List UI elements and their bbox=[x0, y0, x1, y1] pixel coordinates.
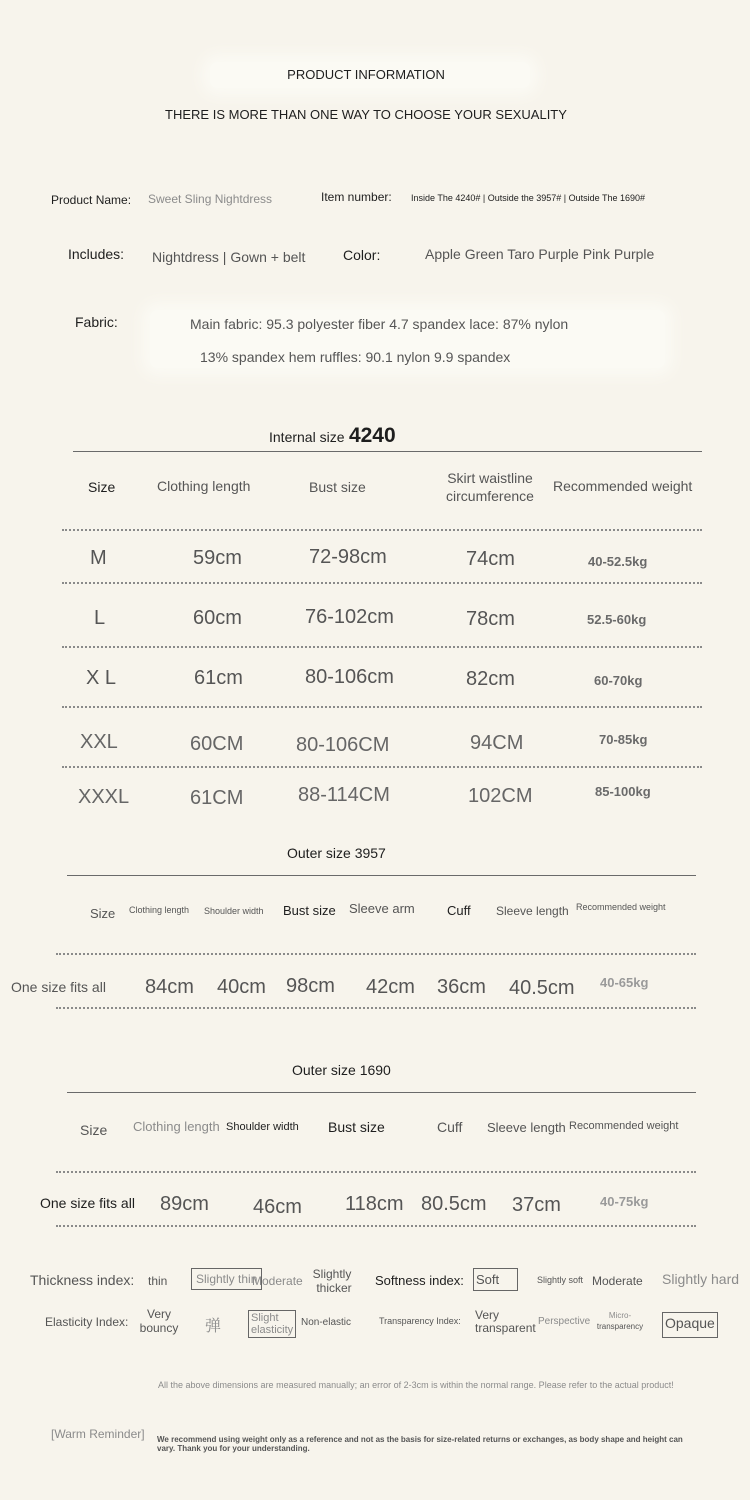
table-cell: 118cm bbox=[345, 1193, 404, 1215]
reminder-line-1: All the above dimensions are measured manually; an error of 2-3cm is within the normal range. Please refer to the actual product! bbox=[158, 1380, 674, 1390]
transparency-option-selected: Opaque bbox=[662, 1312, 718, 1338]
row-divider bbox=[62, 529, 702, 531]
elasticity-option-non-elastic: Non-elastic bbox=[301, 1317, 352, 1328]
elasticity-option-very: Very bbox=[146, 1307, 171, 1321]
table-cell: 42cm bbox=[366, 976, 415, 998]
table-cell: 84cm bbox=[145, 976, 194, 998]
table-cell: 40.5cm bbox=[509, 977, 575, 999]
transparency-option-micro: Micro- bbox=[608, 1311, 632, 1320]
internal-size-title bbox=[269, 424, 396, 448]
fabric-label: Fabric: bbox=[75, 314, 118, 330]
table-cell: 40-52.5kg bbox=[588, 554, 648, 569]
table-cell: 80-106CM bbox=[296, 734, 390, 756]
elasticity-option-elasticity: elasticity bbox=[251, 1324, 294, 1336]
col-header-bust-size: Bust size bbox=[328, 1119, 385, 1135]
table-cell: 70-85kg bbox=[599, 732, 648, 747]
elasticity-option-selected bbox=[248, 1310, 296, 1338]
col-header-clothing-length: Clothing length bbox=[133, 1119, 220, 1134]
product-name-label: Product Name: bbox=[51, 193, 132, 207]
row-divider bbox=[56, 1225, 696, 1227]
table-cell: 80-106cm bbox=[305, 666, 394, 688]
col-header-sleeve-length: Sleeve length bbox=[487, 1120, 566, 1135]
thickness-option-slightly: Slightly bbox=[312, 1267, 352, 1281]
row-divider bbox=[62, 766, 702, 768]
includes-label: Includes: bbox=[68, 246, 125, 262]
col-header-size: Size bbox=[90, 906, 116, 921]
thickness-option-selected: Slightly thin bbox=[191, 1268, 262, 1290]
row-divider bbox=[62, 706, 702, 708]
elasticity-index-label: Elasticity Index: bbox=[45, 1315, 129, 1329]
warm-reminder-label: [Warm Reminder] bbox=[51, 1427, 145, 1441]
elasticity-option-slight: Slight bbox=[251, 1312, 279, 1324]
elasticity-option-glyph: 弹 bbox=[205, 1318, 222, 1335]
col-header-bust-size: Bust size bbox=[283, 903, 336, 918]
table-cell: 60cm bbox=[193, 607, 242, 629]
table-cell: 59cm bbox=[193, 547, 242, 569]
table-cell: One size fits all bbox=[40, 1195, 135, 1211]
thickness-option-thin: thin bbox=[148, 1274, 168, 1288]
reminder-line-3: vary. Thank you for your understanding. bbox=[157, 1444, 310, 1453]
col-header-recommended-weight: Recommended weight bbox=[553, 478, 693, 494]
internal-size-prefix: Internal size bbox=[269, 429, 345, 445]
col-header-cuff: Cuff bbox=[447, 903, 471, 918]
fabric-line-2: 13% spandex hem ruffles: 90.1 nylon 9.9 spandex bbox=[200, 349, 511, 365]
col-header-size: Size bbox=[80, 1122, 108, 1138]
table-cell: 102CM bbox=[468, 785, 533, 807]
row-divider bbox=[62, 582, 702, 584]
col-header-clothing-length: Clothing length bbox=[157, 478, 251, 494]
row-divider bbox=[56, 953, 696, 955]
col-header-recommended-weight: Recommended weight bbox=[576, 902, 666, 912]
softness-option-slightly-soft: Slightly soft bbox=[537, 1275, 584, 1285]
col-header-shoulder-width: Shoulder width bbox=[204, 906, 264, 916]
table-cell: XXL bbox=[80, 731, 118, 753]
item-number-value: Inside The 4240# | Outside the 3957# | Outside The 1690# bbox=[411, 193, 646, 203]
col-header-sleeve-arm: Sleeve arm bbox=[349, 901, 415, 916]
col-header-bust-size: Bust size bbox=[309, 479, 366, 495]
table-cell: 98cm bbox=[286, 975, 335, 997]
col-header-clothing-length: Clothing length bbox=[129, 905, 190, 915]
table-cell: L bbox=[94, 607, 106, 629]
outer-1690-title: Outer size 1690 bbox=[292, 1062, 391, 1078]
transparency-index-label: Transparency Index: bbox=[379, 1316, 461, 1326]
divider bbox=[67, 1092, 696, 1093]
transparency-option-transparent: transparent bbox=[475, 1321, 536, 1335]
softness-option-slightly-hard: Slightly hard bbox=[662, 1271, 740, 1287]
table-cell: 61cm bbox=[194, 667, 243, 689]
softness-option-selected: Soft bbox=[473, 1268, 518, 1291]
color-label: Color: bbox=[343, 247, 381, 263]
page-title: PRODUCT INFORMATION bbox=[287, 67, 445, 82]
table-cell: 46cm bbox=[253, 1196, 302, 1218]
item-number-label: Item number: bbox=[321, 190, 392, 204]
table-cell: 78cm bbox=[466, 608, 515, 630]
col-header-cuff: Cuff bbox=[437, 1119, 463, 1135]
table-cell: 82cm bbox=[466, 668, 515, 690]
table-cell: 80.5cm bbox=[421, 1193, 487, 1215]
table-cell: 40-75kg bbox=[600, 1194, 649, 1209]
table-cell: 74cm bbox=[466, 548, 515, 570]
thickness-index-label: Thickness index: bbox=[30, 1272, 135, 1288]
col-header-skirt-waistline: Skirt waistline bbox=[447, 470, 533, 486]
elasticity-option-bouncy: bouncy bbox=[139, 1321, 179, 1335]
table-cell: 89cm bbox=[160, 1193, 209, 1215]
page-subtitle: THERE IS MORE THAN ONE WAY TO CHOOSE YOUR SEXUALITY bbox=[165, 107, 567, 122]
table-cell: 94CM bbox=[470, 732, 524, 754]
internal-size-number: 4240 bbox=[348, 424, 396, 447]
outer-3957-title: Outer size 3957 bbox=[287, 845, 386, 861]
table-cell: 60CM bbox=[190, 733, 244, 755]
transparency-option-perspective: Perspective bbox=[538, 1316, 591, 1327]
table-cell: 76-102cm bbox=[305, 606, 394, 628]
table-cell: 88-114CM bbox=[298, 784, 390, 806]
col-header-sleeve-length: Sleeve length bbox=[496, 904, 569, 918]
reminder-line-2: We recommend using weight only as a reference and not as the basis for size-related returns or exchanges, as body shape and height can bbox=[157, 1435, 683, 1444]
row-divider bbox=[62, 646, 702, 648]
row-divider bbox=[56, 1171, 696, 1173]
table-cell: 72-98cm bbox=[309, 546, 387, 568]
divider bbox=[73, 451, 702, 452]
includes-value: Nightdress | Gown + belt bbox=[152, 249, 306, 265]
table-cell: 61CM bbox=[190, 787, 244, 809]
row-divider bbox=[56, 1007, 696, 1009]
fabric-line-1: Main fabric: 95.3 polyester fiber 4.7 spandex lace: 87% nylon bbox=[190, 316, 569, 332]
softness-index-label: Softness index: bbox=[375, 1273, 464, 1288]
table-cell: One size fits all bbox=[11, 979, 106, 995]
product-name-value: Sweet Sling Nightdress bbox=[148, 192, 273, 206]
table-cell: 60-70kg bbox=[594, 673, 643, 688]
col-header-circumference: circumference bbox=[446, 488, 534, 504]
thickness-option-moderate: Moderate bbox=[252, 1274, 303, 1288]
col-header-shoulder-width: Shoulder width bbox=[226, 1121, 299, 1133]
table-cell: M bbox=[90, 547, 107, 569]
softness-option-moderate: Moderate bbox=[592, 1274, 643, 1288]
table-cell: 37cm bbox=[512, 1194, 561, 1216]
table-cell: 85-100kg bbox=[595, 784, 651, 799]
table-cell: 40-65kg bbox=[600, 975, 649, 990]
color-value: Apple Green Taro Purple Pink Purple bbox=[425, 246, 655, 262]
transparency-option-very: Very bbox=[475, 1308, 500, 1322]
transparency-option-transparency: transparency bbox=[596, 1322, 644, 1331]
table-cell: X L bbox=[86, 667, 117, 689]
col-header-recommended-weight: Recommended weight bbox=[569, 1120, 679, 1132]
table-cell: XXXL bbox=[78, 786, 130, 808]
thickness-option-thicker: thicker bbox=[316, 1281, 352, 1295]
table-cell: 52.5-60kg bbox=[587, 612, 647, 627]
table-cell: 36cm bbox=[437, 976, 486, 998]
table-cell: 40cm bbox=[217, 976, 266, 998]
col-header-size: Size bbox=[88, 479, 116, 495]
divider bbox=[67, 875, 696, 876]
